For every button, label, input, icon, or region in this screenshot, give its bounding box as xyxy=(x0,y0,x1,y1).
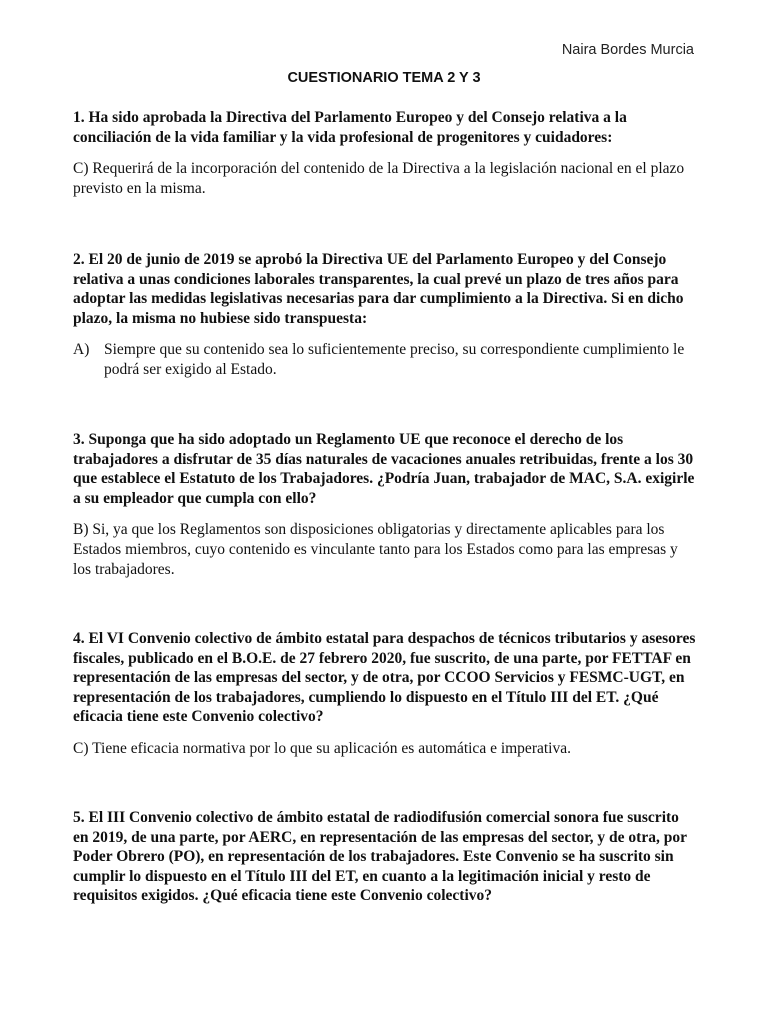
question-block xyxy=(73,430,698,579)
answer-text: C) Requerirá de la incorporación del contenido de la Directiva a la legislación nacional en el plazo previsto en la misma. xyxy=(73,160,685,197)
question-block xyxy=(73,108,698,198)
answer-letter: A) xyxy=(73,341,90,359)
question-text: 2. El 20 de junio de 2019 se aprobó la Directiva UE del Parlamento Europeo y del Consejo relativa a unas condiciones laborales transparentes, la cual prevé un plazo de tres años para adoptar las medidas legislativas necesarias para dar cumplimiento a la Directiva. Si en dicho plazo, la misma no hubiese sido transpuesta: xyxy=(73,251,684,327)
question-block xyxy=(73,808,698,906)
answer-item xyxy=(73,340,698,379)
question-text: 5. El III Convenio colectivo de ámbito estatal de radiodifusión comercial sonora fue suscrito en 2019, de una parte, por AERC, en representación de las empresas del sector, y de otra, por Poder Obrero (PO), en representación de los trabajadores. Este Convenio se ha suscrito sin cumplir lo dispuesto en el Título III del ET, en cuanto a la legitimación inicial y resto de requisitos exigidos. ¿Qué eficacia tiene este Convenio colectivo? xyxy=(73,809,687,905)
question-block xyxy=(73,629,698,759)
question-block xyxy=(73,250,698,380)
document-title: CUESTIONARIO TEMA 2 Y 3 xyxy=(287,70,481,86)
question-text: 1. Ha sido aprobada la Directiva del Parlamento Europeo y del Consejo relativa a la conciliación de la vida familiar y la vida profesional de progenitores y cuidadores: xyxy=(73,109,627,146)
answer-text: C) Tiene eficacia normativa por lo que su aplicación es automática e imperativa. xyxy=(73,739,571,757)
answer-text: B) Si, ya que los Reglamentos son disposiciones obligatorias y directamente aplicables para los Estados miembros, cuyo contenido es vinculante tanto para los Estados como para las empresas y los trabajadores. xyxy=(73,521,678,578)
question-text: 4. El VI Convenio colectivo de ámbito estatal para despachos de técnicos tributarios y asesores fiscales, publicado en el B.O.E. de 27 febrero 2020, fue suscrito, de una parte, por FETTAF en representación de las empresas del sector, y de otra, por CCOO Servicios y FESMC-UGT, en representación de los trabajadores, cumpliendo lo dispuesto en el Título III del ET. ¿Qué eficacia tiene este Convenio colectivo? xyxy=(73,630,696,726)
author-name: Naira Bordes Murcia xyxy=(561,42,694,58)
question-text: 3. Suponga que ha sido adoptado un Reglamento UE que reconoce el derecho de los trabajadores a disfrutar de 35 días naturales de vacaciones anuales retribuidas, frente a los 30 que establece el Estatuto de los Trabajadores. ¿Podría Juan, trabajador de MAC, S.A. exigirle a su empleador que cumpla con ello? xyxy=(73,431,695,507)
answer-text: Siempre que su contenido sea lo suficientemente preciso, su correspondiente cumplimiento le podrá ser exigido al Estado. xyxy=(104,341,685,378)
